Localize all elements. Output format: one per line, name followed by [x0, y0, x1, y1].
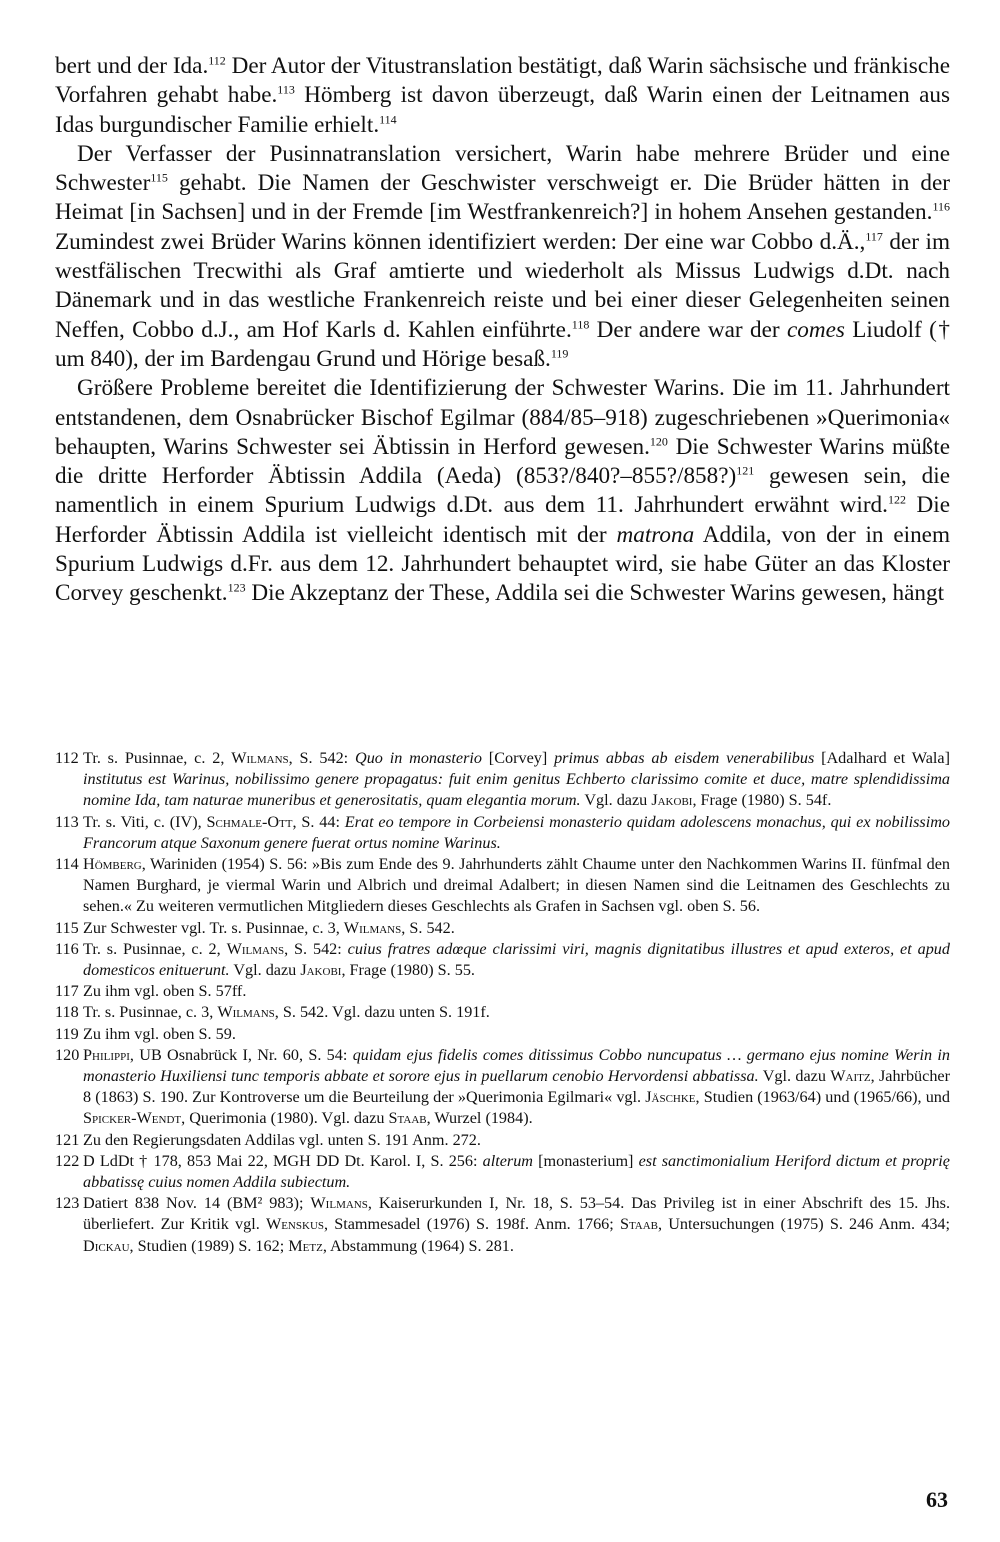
footnote-text: Zu ihm vgl. oben S. 59. [83, 1024, 236, 1043]
italic-term: matrona [616, 521, 695, 548]
author-name: Staab [619, 1215, 659, 1234]
author-name: Staab [388, 1109, 427, 1128]
latin-quote: institutus est Warinus, nobilissimo genere propagatus: fuit enim genitus Echberto clarissimo comite et duce, matre splendidissima nomine Ida, tam naturae muneribus et generositatis, quam elegantia morum. [83, 770, 950, 810]
footnote-ref: 121 [736, 463, 755, 478]
footnote-text: , Frage (1980) S. 55. [341, 961, 475, 980]
footnote [55, 918, 950, 939]
author-name: Hömberg [83, 855, 142, 874]
footnote [55, 1002, 950, 1023]
footnote [55, 1024, 950, 1045]
paragraph-2 [55, 140, 950, 374]
footnote-number: 119 [55, 1024, 79, 1043]
footnote-text: [Corvey] [481, 749, 555, 767]
footnote-ref: 115 [150, 170, 168, 185]
footnote [55, 812, 950, 854]
text: bert und der Ida. [55, 53, 209, 79]
footnote-ref: 114 [379, 111, 397, 126]
footnote-text: [Adalhard et Wala] [814, 749, 951, 767]
latin-quote: Quo in monasterio [355, 749, 482, 767]
text: Addila, von der in einem Spurium Ludwigs d.Fr. aus dem 12. Jahrhundert behauptet wird, sie habe Güter an das Kloster Corvey geschenkt. [55, 521, 950, 607]
page-number: 63 [926, 1487, 948, 1512]
footnote-number: 112 [55, 749, 79, 767]
latin-quote: cuius fratres adœque clarissimi viri, magnis dignitatibus illustres et apud exteros, et apud domesticos enituerunt. [83, 939, 950, 980]
footnote-text: , UB Osnabrück I, Nr. 60, S. 54: [129, 1045, 353, 1064]
footnote [55, 854, 950, 918]
author-name: Jakobi [651, 791, 693, 810]
footnote-text: Tr. s. Pusinnae, c. 2, [83, 749, 232, 767]
paragraph-3 [55, 374, 950, 608]
footnote-text: [monasterium] [532, 1151, 639, 1170]
footnote [55, 1130, 950, 1151]
footnote-text: Vgl. dazu [758, 1067, 831, 1086]
author-name: Spicker-Wendt [83, 1109, 182, 1128]
text: Die Herforder Äbtissin Addila ist vielleicht identisch mit der [55, 492, 951, 548]
footnote [55, 1045, 950, 1130]
text: gewesen sein, die namentlich in einem Spurium Ludwigs d.Dt. aus dem 11. Jahrhundert erwähnt wird. [55, 463, 950, 519]
latin-quote: Erat eo tempore in Corbeiensi monasterio quidam adolescens monachus, qui ex nobilissimo Francorum atque Saxonum genere fuerat ortus nomine Warinus. [83, 812, 950, 852]
footnote-text: , Untersuchungen (1975) S. 246 Anm. 434; [658, 1215, 950, 1234]
footnote [55, 1193, 950, 1257]
italic-term: comes [786, 316, 845, 343]
footnote-text: , Abstammung (1964) S. 281. [322, 1236, 514, 1255]
text: Größere Probleme bereitet die Identifizierung der Schwester Warins. Die im 11. Jahrhundert entstandenen, dem Osnabrücker Bischof Egilmar (884/85–918) zugeschriebenen »Querimonia« behaupten, Warins Schwester sei Äbtissin in Herford gewesen. [55, 375, 950, 460]
footnote-text: , Frage (1980) S. 54f. [692, 791, 832, 810]
author-name: Metz [288, 1236, 323, 1255]
footnote-number: 117 [55, 982, 79, 1001]
footnote [55, 981, 950, 1002]
footnotes [55, 748, 950, 1257]
footnote-text: , Studien (1989) S. 162; [129, 1236, 289, 1255]
footnote-text: , S. 542. [401, 918, 455, 937]
footnote-text: Tr. s. Pusinnae, c. 3, [83, 1003, 218, 1022]
author-name: Wenskus [265, 1215, 325, 1234]
footnote-text: , Wariniden (1954) S. 56: »Bis zum Ende des 9. Jahrhunderts zählt Chaume unter den Nachkommen Warins II. fünfmal den Namen Burghard, je viermal Warin und Albrich und dreimal Adalbert; in diesen Namen sind die Leitnamen des Geschlechts zu sehen.« Zu weiteren vermutlichen Mitgliedern dieses Geschlechts als Grafen in Sachsen vgl. oben S. 56. [83, 855, 950, 916]
author-name: Wilmans [343, 918, 402, 937]
footnote-text: Zu den Regierungsdaten Addilas vgl. unten S. 191 Anm. 272. [83, 1130, 481, 1149]
author-name: Philippi [83, 1045, 130, 1064]
author-name: Jakobi [300, 961, 342, 980]
latin-quote: alterum [482, 1151, 533, 1170]
text: Hömberg ist davon überzeugt, daß Warin einen der Leitnamen aus Idas burgundischer Familie erhielt. [55, 82, 950, 138]
footnote-ref: 119 [550, 346, 569, 361]
footnote-text: Datiert 838 Nov. 14 (BM² 983); [83, 1194, 311, 1213]
footnote-ref: 116 [932, 199, 950, 214]
footnote-text: , Querimonia (1980). Vgl. dazu [181, 1109, 389, 1128]
footnote [55, 748, 950, 812]
author-name: Wilmans [217, 1003, 275, 1022]
text: Der Verfasser der Pusinnatranslation versichert, Warin habe mehrere Brüder und eine Schwester [55, 140, 950, 197]
footnote-text: , S. 542. Vgl. dazu unten S. 191f. [274, 1003, 490, 1022]
footnote-text: D LdDt † 178, 853 Mai 22, MGH DD Dt. Karol. I, S. 256: [83, 1151, 483, 1170]
text: der im westfälischen Trecwithi als Graf amtierte und wiederholt als Missus Ludwigs d.Dt. nach Dänemark und in das westliche Frankenreich reiste und bei einer dieser Gelegenheiten seinen Neffen, Cobbo d.J., am Hof Karls d. Kahlen einführte. [55, 228, 950, 343]
footnote-number: 120 [55, 1045, 80, 1064]
footnote-text: , S. 542: [284, 939, 348, 958]
text: gehabt. Die Namen der Geschwister verschweigt er. Die Brüder hätten in der Heimat [in Sachsen] und in der Fremde [im Westfrankenreich?] in hohem Ansehen gestanden. [55, 170, 950, 226]
text: Die Schwester Warins müßte die dritte Herforder Äbtissin Addila (Aeda) (853?/840?–855?/858?) [55, 433, 950, 490]
footnote [55, 1151, 950, 1193]
text: Der Autor der Vitustranslation bestätigt, daß Warin sächsische und fränkische Vorfahren gehabt habe. [55, 53, 951, 109]
footnote-number: 114 [55, 855, 79, 874]
footnote-number: 121 [55, 1130, 80, 1149]
latin-quote: primus abbas ab eisdem venerabilibus [554, 749, 815, 767]
footnote-text: , Studien (1963/64) und (1965/66), und [695, 1088, 950, 1107]
footnote-number: 122 [55, 1151, 80, 1170]
author-name: Waitz [830, 1067, 871, 1086]
footnote-ref: 118 [571, 316, 590, 331]
latin-quote: quidam ejus fidelis comes ditissimus Cobbo nuncupatus … germano ejus nomine Werin in monasterio Huxiliensi tunc temporis abbate et sorore ejus in puellarum cenobio Hervordensi abbatissa. [83, 1045, 950, 1086]
latin-quote: est sanctimonialium Heriford dictum et proprię abbatissę cuius nomen Addila subiectum. [83, 1151, 950, 1192]
footnote-ref: 112 [208, 53, 226, 68]
footnote-ref: 123 [227, 580, 246, 595]
footnote-number: 116 [55, 939, 79, 958]
footnote-text: Zu ihm vgl. oben S. 57ff. [83, 982, 247, 1001]
text: Liudolf († um 840), der im Bardengau Grund und Hörige besaß. [55, 316, 950, 372]
author-name: Wilmans [226, 939, 285, 958]
footnote-text: Vgl. dazu [580, 791, 652, 810]
footnote-text: Zur Schwester vgl. Tr. s. Pusinnae, c. 3, [83, 918, 344, 937]
footnote-number: 115 [55, 918, 79, 937]
footnote-text: , Jahrbücher 8 (1863) S. 190. Zur Kontroverse um die Beurteilung der »Querimonia Egilmari« vgl. [83, 1067, 950, 1107]
footnote-text: , Kaiserurkunden I, Nr. 18, S. 53–54. Das Privileg ist in einer Abschrift des 15. Jhs. überliefert. Zur Kritik vgl. [83, 1194, 950, 1234]
text: Zumindest zwei Brüder Warins können identifiziert werden: Der eine war Cobbo d.Ä., [55, 228, 866, 255]
footnote-ref: 120 [649, 434, 668, 449]
author-name: Jäschke [645, 1088, 696, 1107]
footnote-text: , S. 542: [288, 749, 356, 767]
footnote-text: Vgl. dazu [229, 961, 301, 980]
footnote-number: 123 [55, 1194, 80, 1213]
author-name: Wilmans [310, 1194, 368, 1213]
footnote-ref: 122 [887, 492, 906, 507]
text: Der andere war der [589, 316, 787, 343]
footnote-text: Tr. s. Pusinnae, c. 2, [83, 939, 227, 958]
footnote-text: , S. 44: [292, 812, 345, 831]
author-name: Wilmans [231, 749, 289, 767]
footnote-text: , Wurzel (1984). [426, 1109, 533, 1128]
footnote-ref: 113 [277, 82, 295, 97]
text: Die Akzeptanz der These, Addila sei die Schwester Warins gewesen, hängt [245, 580, 945, 607]
author-name: Schmale-Ott [206, 812, 293, 831]
footnote-number: 118 [55, 1003, 79, 1022]
footnote-number: 113 [55, 812, 79, 831]
footnote [55, 939, 950, 981]
footnote-ref: 117 [865, 229, 883, 244]
main-text [55, 52, 950, 609]
footnote-text: , Stammesadel (1976) S. 198f. Anm. 1766; [324, 1215, 620, 1234]
paragraph-1 [55, 52, 950, 140]
author-name: Dickau [83, 1236, 130, 1255]
footnote-text: Tr. s. Viti, c. (IV), [83, 812, 207, 831]
